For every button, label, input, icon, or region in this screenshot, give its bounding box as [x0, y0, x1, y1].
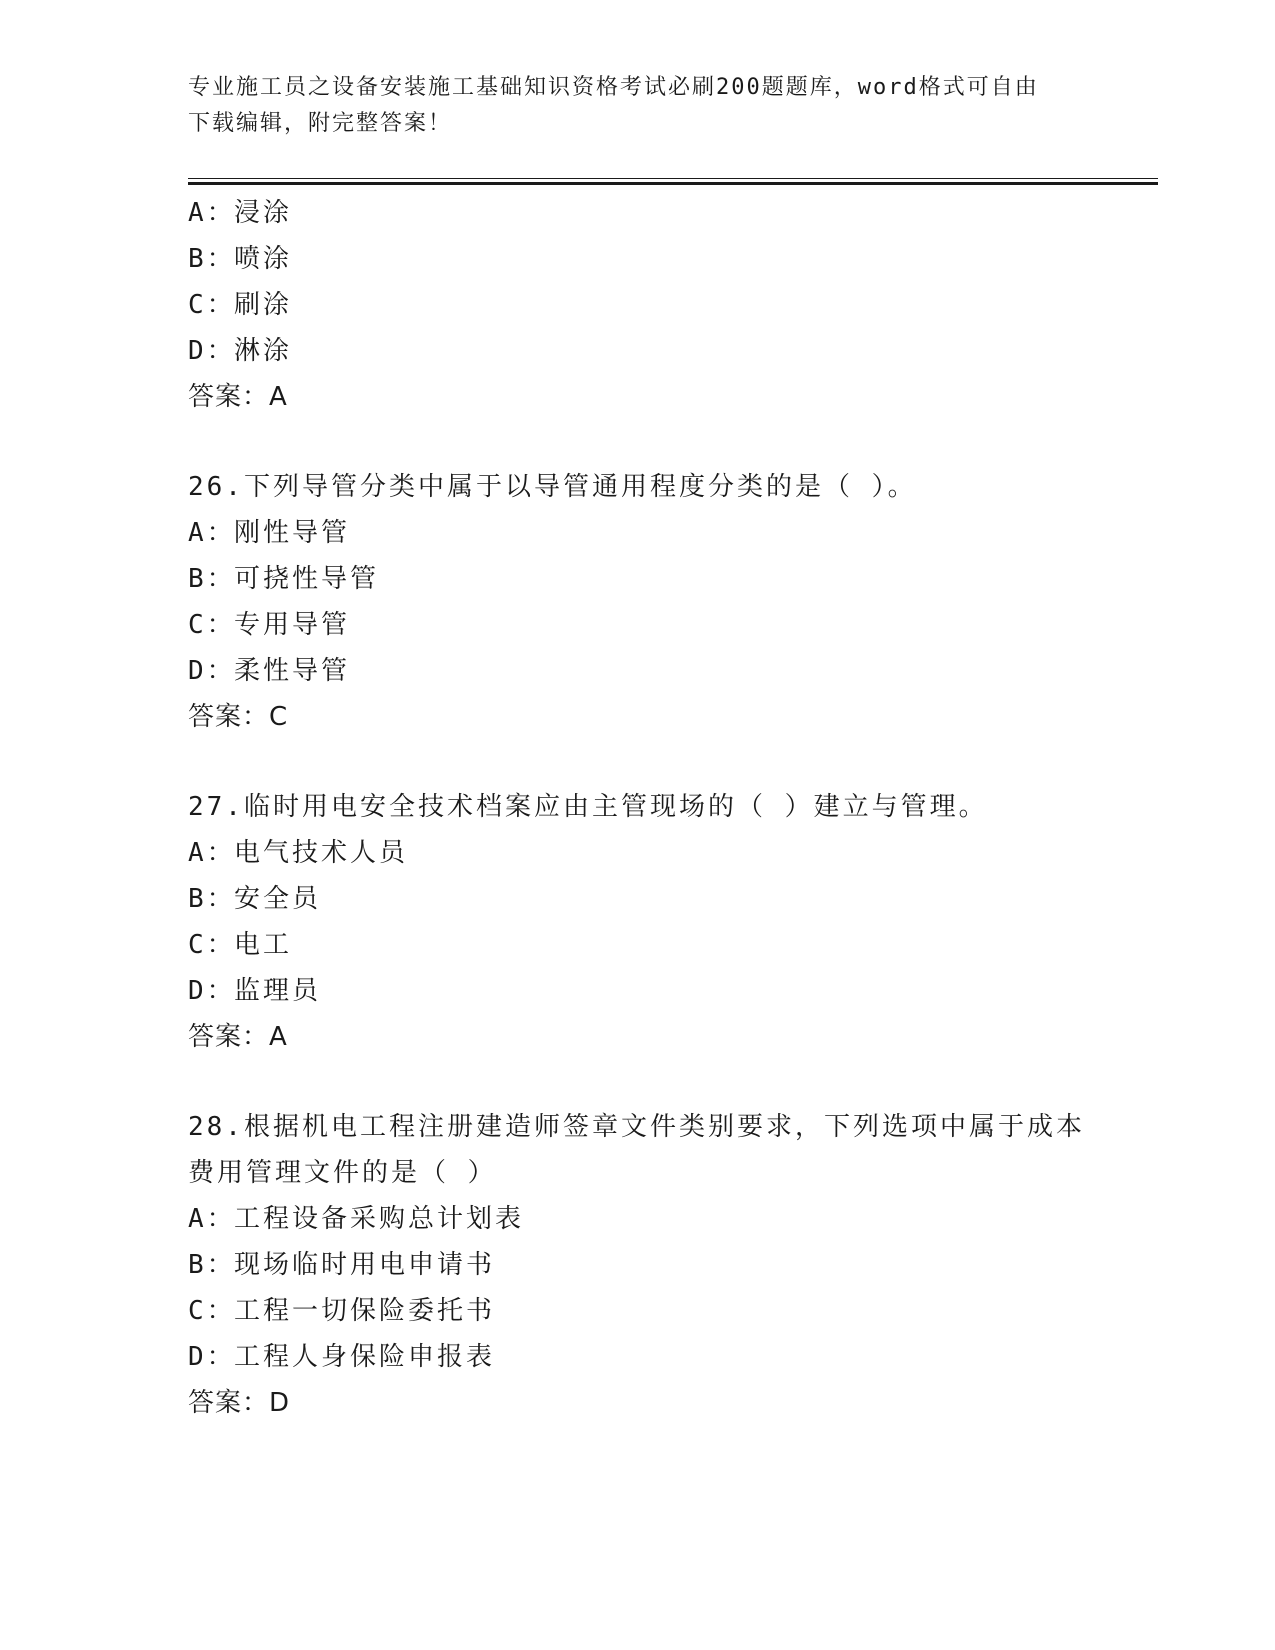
answer-line: 答案：A — [188, 382, 288, 412]
option-c: C：专用导管 — [188, 610, 351, 640]
option-a: A：工程设备采购总计划表 — [188, 1204, 525, 1234]
title-line-1: 专业施工员之设备安装施工基础知识资格考试必刷200题题库，word格式可自由 — [188, 75, 1039, 100]
option-a: A：电气技术人员 — [188, 838, 409, 868]
title-line-2: 下载编辑，附完整答案！ — [188, 111, 453, 136]
question-block-partial — [188, 190, 1088, 420]
option-c: C：电工 — [188, 930, 293, 960]
document-title — [188, 70, 1088, 142]
option-a: A：刚性导管 — [188, 518, 351, 548]
answer-line: 答案：D — [188, 1388, 291, 1418]
option-d: D：工程人身保险申报表 — [188, 1342, 496, 1372]
question-stem: 27.临时用电安全技术档案应由主管现场的（ ）建立与管理。 — [188, 792, 988, 822]
header-divider-thin — [188, 178, 1158, 179]
answer-line: 答案：C — [188, 702, 289, 732]
question-block-27 — [188, 784, 1088, 1060]
option-d: D：监理员 — [188, 976, 322, 1006]
question-stem-line-1: 28.根据机电工程注册建造师签章文件类别要求，下列选项中属于成本 — [188, 1112, 1085, 1142]
question-stem: 26.下列导管分类中属于以导管通用程度分类的是（ ）。 — [188, 472, 917, 502]
option-a: A：浸涂 — [188, 198, 293, 228]
option-b: B：安全员 — [188, 884, 322, 914]
question-stem-line-2: 费用管理文件的是（ ） — [188, 1158, 497, 1188]
option-b: B：可挠性导管 — [188, 564, 380, 594]
option-d: D：淋涂 — [188, 336, 293, 366]
question-list — [188, 190, 1088, 1426]
question-block-28 — [188, 1104, 1088, 1426]
answer-line: 答案：A — [188, 1022, 288, 1052]
option-b: B：喷涂 — [188, 244, 293, 274]
question-block-26 — [188, 464, 1088, 740]
option-b: B：现场临时用电申请书 — [188, 1250, 496, 1280]
option-d: D：柔性导管 — [188, 656, 351, 686]
option-c: C：刷涂 — [188, 290, 293, 320]
header-divider-thick — [188, 182, 1158, 185]
option-c: C：工程一切保险委托书 — [188, 1296, 496, 1326]
